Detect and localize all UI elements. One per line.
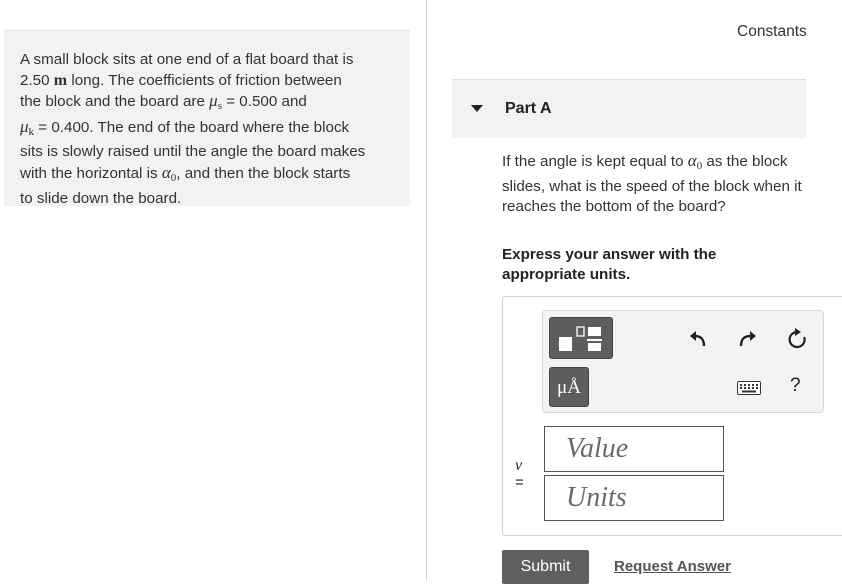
alpha-symbol: α	[687, 151, 697, 170]
board-length-value: 2.50	[20, 71, 50, 89]
alpha-symbol: α	[161, 162, 171, 182]
problem-text: to slide down the board.	[20, 189, 182, 207]
static-friction-value: = 0.500 and	[221, 93, 307, 111]
mu-symbol: μ	[20, 116, 29, 136]
answer-instruction: Express your answer with the appropriate units.	[502, 246, 717, 283]
question-text	[502, 151, 802, 218]
submit-button[interactable]: Submit	[502, 550, 589, 584]
math-toolbar	[542, 310, 824, 413]
question-part: If the angle is kept equal to	[502, 153, 688, 170]
part-title: Part A	[505, 100, 552, 117]
equals-sign: =	[515, 474, 524, 491]
help-icon[interactable]: ?	[790, 375, 801, 396]
redo-icon[interactable]	[737, 329, 757, 349]
mu-symbol: μ	[209, 91, 218, 111]
units-input[interactable]	[544, 475, 724, 521]
problem-text: sits is slowly raised until the angle the board makes	[20, 143, 366, 161]
problem-text: , and then the block starts	[176, 164, 351, 182]
request-answer-link[interactable]: Request Answer	[614, 558, 731, 575]
problem-text: long. The coefficients of friction between	[67, 71, 342, 89]
board-length-unit: m	[53, 71, 68, 89]
collapse-caret-icon[interactable]	[471, 105, 483, 112]
reset-icon[interactable]	[786, 328, 808, 350]
templates-icon	[549, 317, 613, 359]
problem-statement	[4, 30, 410, 206]
value-input[interactable]	[544, 426, 724, 472]
static-subscript: s	[217, 100, 222, 113]
question-part: as the block slides, what is the speed of the block when it reaches the bottom of the board?	[502, 153, 802, 216]
problem-text: the block and the board are	[20, 93, 210, 111]
templates-button[interactable]	[549, 317, 613, 359]
units-button[interactable]: μÅ	[549, 367, 589, 407]
part-a-header[interactable]	[452, 79, 806, 138]
constants-link[interactable]: Constants	[737, 23, 807, 40]
alpha-subscript: 0	[170, 171, 177, 184]
kinetic-friction-value: = 0.400. The end of the board where the block	[34, 118, 350, 136]
problem-text: with the horizontal is	[20, 164, 162, 182]
keyboard-icon[interactable]	[737, 381, 761, 395]
alpha-subscript: 0	[696, 160, 703, 172]
kinetic-subscript: k	[28, 125, 35, 138]
problem-text: A small block sits at one end of a flat board that is	[20, 51, 354, 68]
undo-icon[interactable]	[689, 329, 709, 349]
panel-divider	[426, 0, 427, 581]
answer-variable: v	[515, 457, 523, 474]
